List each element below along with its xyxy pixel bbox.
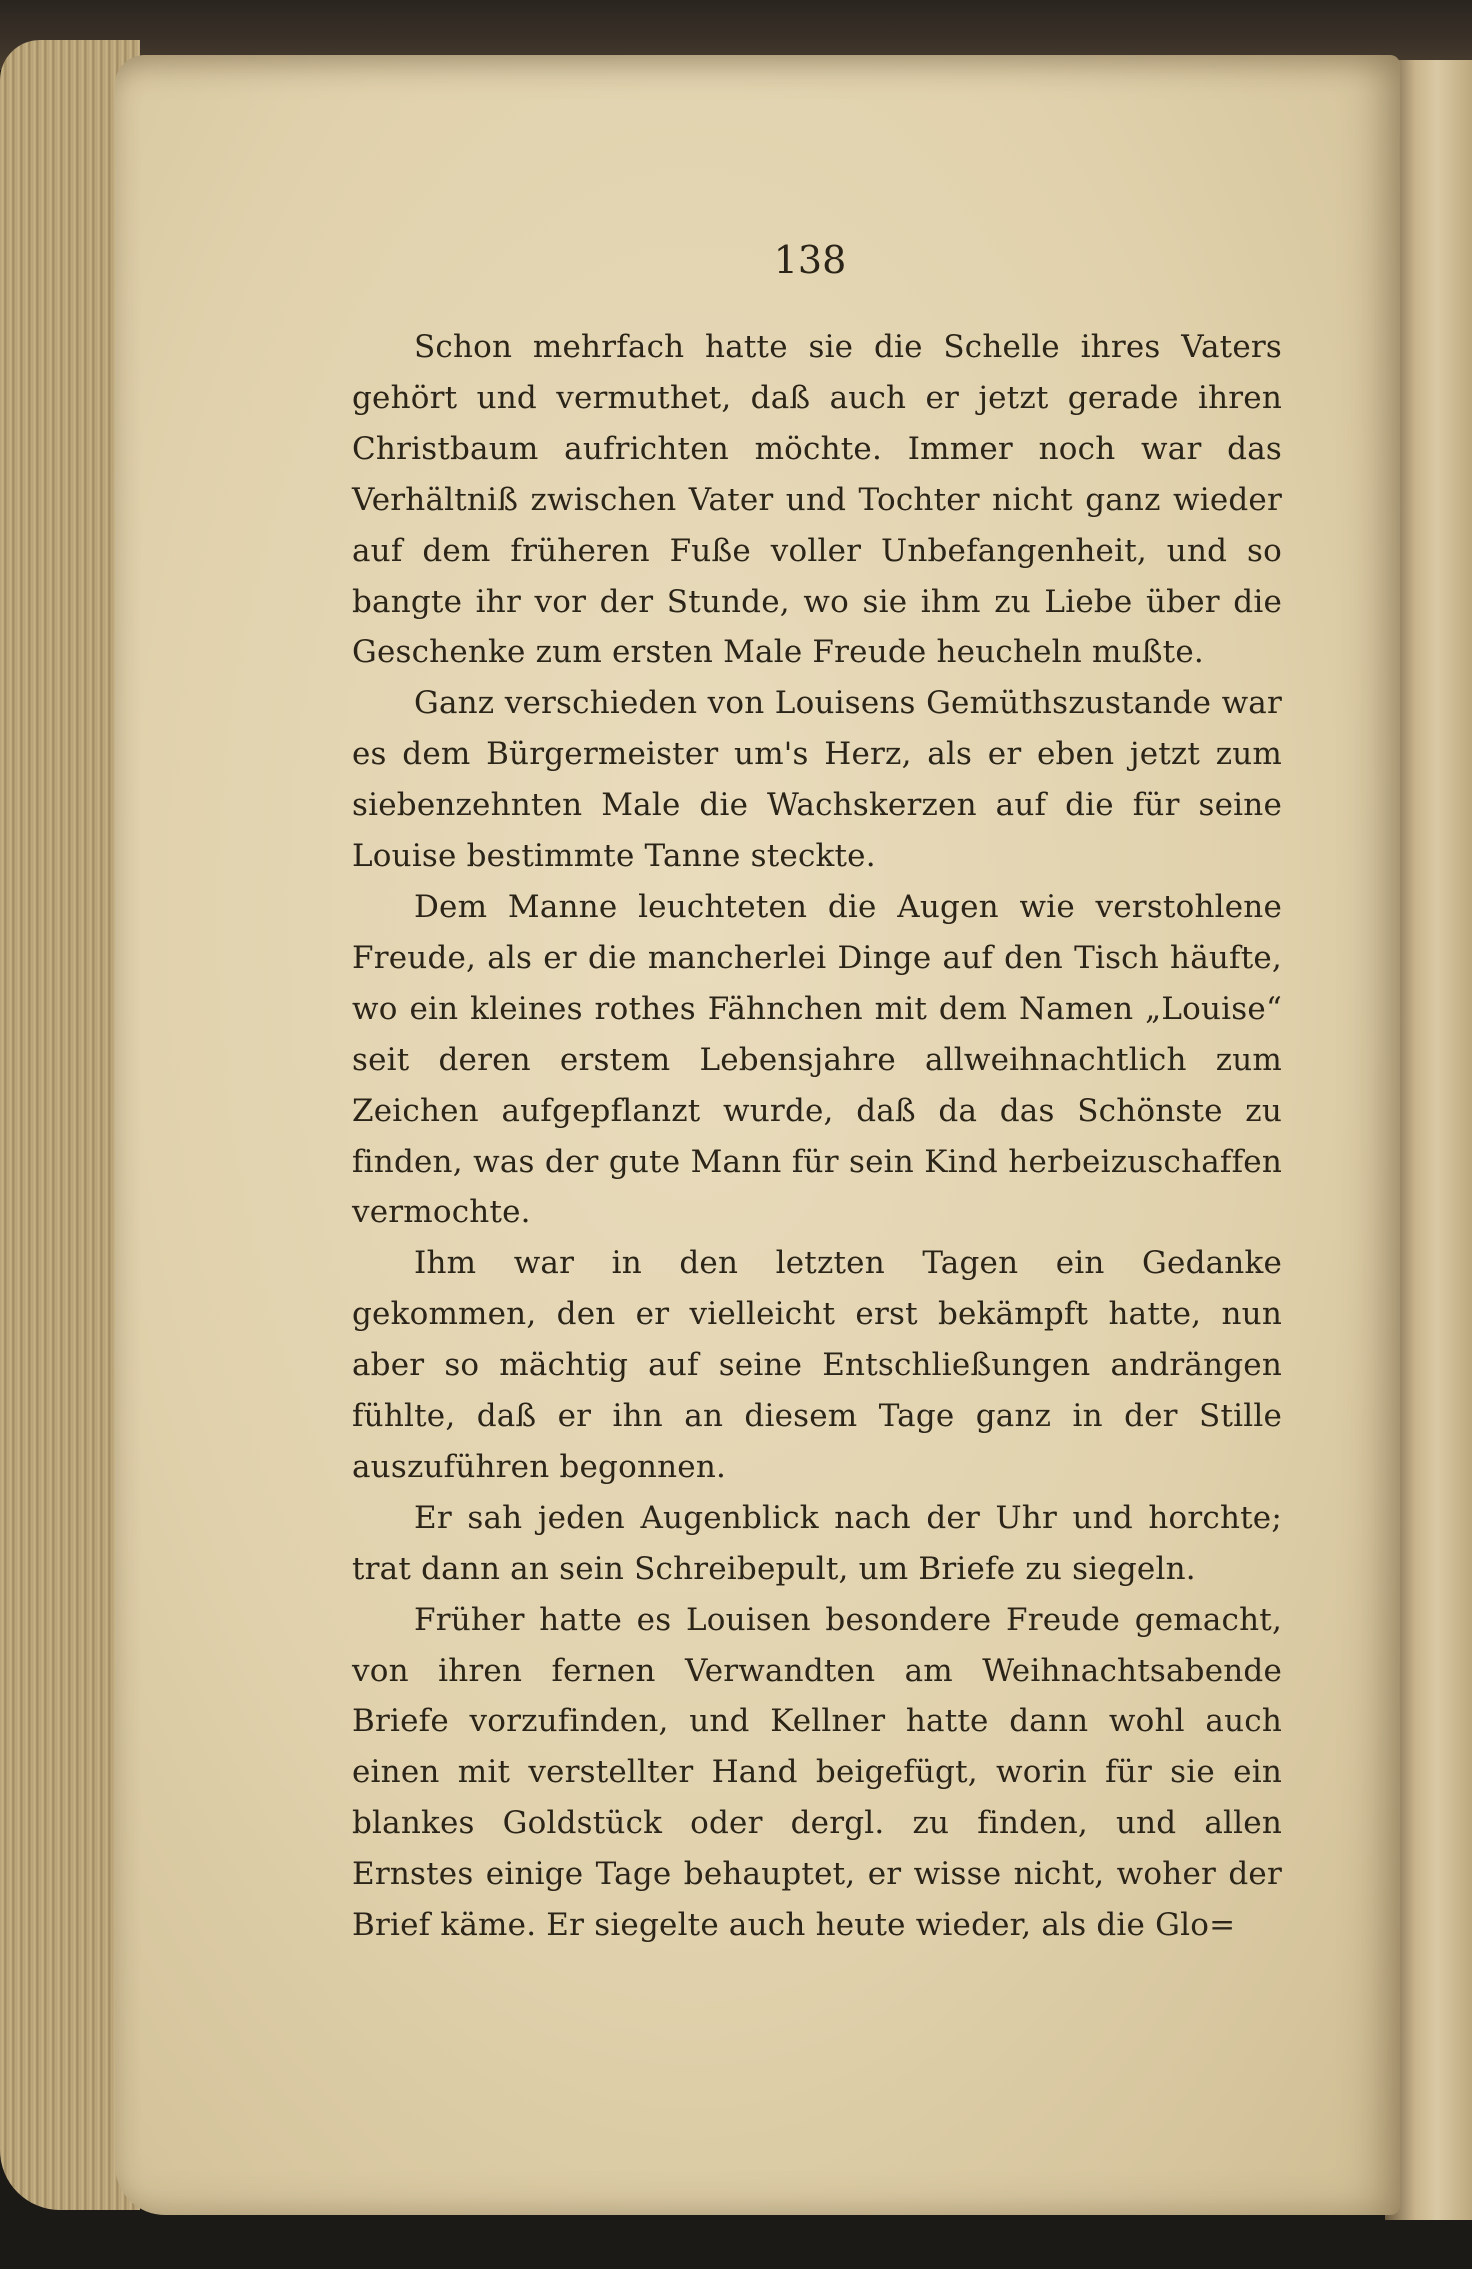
- paragraph: Schon mehrfach hatte sie die Schelle ihres Vaters gehört und vermuthet, daß auch er jetzt gerade ihren Christbaum aufrichten möchte. Immer noch war das Verhältniß zwischen Vater und Tochter nicht ganz wieder auf dem früheren Fuße voller Unbefangenheit, und so bangte ihr vor der Stunde, wo sie ihm zu Liebe über die Geschenke zum ersten Male Freude heucheln mußte.: [352, 329, 1282, 671]
- page-number: 138: [773, 238, 847, 282]
- paragraph: Er sah jeden Augenblick nach der Uhr und horchte; trat dann an sein Schreibepult, um Briefe zu siegeln.: [352, 1499, 1282, 1587]
- paragraph: Ihm war in den letzten Tagen ein Gedanke gekommen, den er vielleicht erst bekämpft hatte, nun aber so mächtig auf seine Entschließungen andrängen fühlte, daß er ihn an diesem Tage ganz in der Stille auszuführen begonnen.: [352, 1245, 1282, 1485]
- body-text: [352, 322, 1282, 1951]
- paragraph: Früher hatte es Louisen besondere Freude gemacht, von ihren fernen Verwandten am Weihnachtsabende Briefe vorzufinden, und Kellner hatte dann wohl auch einen mit verstellter Hand beigefügt, worin für sie ein blankes Goldstück oder dergl. zu finden, und allen Ernstes einige Tage behauptet, er wisse nicht, woher der Brief käme. Er siegelte auch heute wieder, als die Glo=: [352, 1601, 1282, 1944]
- paragraph: Dem Manne leuchteten die Augen wie verstohlene Freude, als er die mancherlei Dinge auf den Tisch häufte, wo ein kleines rothes Fähnchen mit dem Namen „Louise“ seit deren erstem Lebensjahre allweihnachtlich zum Zeichen aufgepflanzt wurde, daß da das Schönste zu finden, was der gute Mann für sein Kind herbeizuschaffen vermochte.: [352, 888, 1282, 1231]
- paragraph: Ganz verschieden von Louisens Gemüthszustande war es dem Bürgermeister um's Herz, als er eben jetzt zum siebenzehnten Male die Wachskerzen auf die für seine Louise bestimmte Tanne steckte.: [352, 685, 1282, 875]
